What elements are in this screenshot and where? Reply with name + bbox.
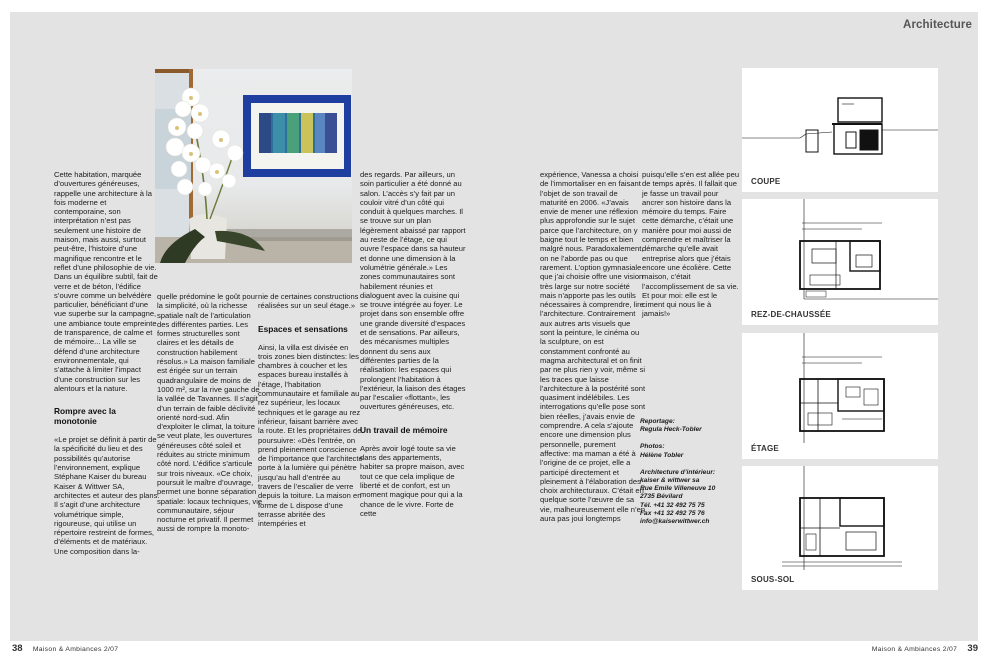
magazine-name: Maison & Ambiances 2/07	[871, 646, 958, 653]
body-paragraph: Ainsi, la villa est divisée en trois zones bien distinctes: les chambres à coucher et les espaces bureau installés à l’étage, l’habitation communautaire et familiale au rez supérieur, les locaux techniques et le garage au rez inférieur, faisant barrière avec la route. Et les propriétaires de poursuivre: «Dès l’entrée, on prend pleinement conscience de l’importance que l’architecte porte à la lumière qui pénètre jusqu’au hall d’entrée au travers de l’escalier de verre depuis la toiture. La maison en forme de L dispose d’une terrasse abritée des intempéries et	[258, 342, 363, 529]
interior-photo	[155, 69, 352, 263]
body-paragraph: «Le projet se définit à partir de la spécificité du lieu et des possibilités qu’autorise l’environnement, explique Stéphane Kaiser du bureau Kaiser & Wittwer SA, architectes et auteur des plans. Il s’agit d’une architecture volumétrique simple, rigoureuse, qui utilise un répertoire restreint de formes, d’éléments et de matériaux. Une composition dans la-	[54, 435, 160, 556]
credit-value: kaiser & wittwer sa	[640, 477, 700, 485]
credit-label: Architecture d’intérieur:	[640, 468, 716, 476]
credit-label: Reportage:	[640, 418, 675, 425]
floor-plan-drawing	[742, 466, 938, 590]
page-number: 39	[967, 643, 978, 654]
text-column-6	[642, 170, 740, 319]
credit-value: 2735 Bévilard	[640, 493, 683, 501]
plan-label: REZ-DE-CHAUSSÉE	[751, 310, 831, 319]
folio-left	[12, 643, 118, 654]
plan-etage	[742, 333, 938, 459]
section-drawing	[742, 68, 938, 192]
photo-illustration	[155, 69, 352, 263]
plan-label: COUPE	[751, 177, 781, 186]
credit-architect	[640, 469, 740, 526]
credit-value: Hélène Tobler	[640, 451, 684, 459]
credit-value: Rue Emile Villeneuve 10	[640, 485, 716, 493]
credit-email: info@kaiserwittwer.ch	[640, 518, 710, 526]
subheading: Rompre avec la monotonie	[54, 406, 116, 427]
body-paragraph: puisqu’elle s’en est allée peu de temps après. Il fallait que je fasse un travail pour ancrer son histoire dans la mémoire du temps. Faire cette démarche, c’était une manière pour moi aussi de comprendre et maîtriser la démarche qu’elle avait entreprise alors que j’étais encore une écolière. Cette maison, c’était l’accomplissement de sa vie. Et pour moi: elle est le ciment qui nous lie à jamais!»	[642, 170, 740, 319]
body-paragraph: quelle prédomine le goût pour la simplicité, où la richesse spatiale naît de l’articulation des différentes parties. Les formes structurelles sont claires et les détails de construction habilement résolus.» La maison familiale est érigée sur un terrain quadrangulaire de moins de 1000 m², sur la rive gauche de la vallée de Tavannes. Il s’agit d’un terrain de faible déclivité orienté nord-sud. Afin d’exploiter le climat, la toiture se veut plate, les ouvertures généreuses côté soleil et réduites au stricte minimum côté nord. L’édifice s’articule sur trois niveaux. «Ce choix, poursuit le maître d’ouvrage, permet une bonne séparation spatiale: locaux techniques, vie communautaire, séjour nocturne et privatif. Il permet aussi de rompre la monoto-	[157, 292, 263, 534]
plan-sous-sol	[742, 466, 938, 590]
subheading: Un travail de mémoire	[360, 424, 448, 435]
page-number: 38	[12, 643, 23, 654]
credit-photos	[640, 443, 740, 459]
body-paragraph: Après avoir logé toute sa vie dans des appartements, habiter sa propre maison, avec tout ce que cela implique de liberté et de confort, est un moment magique pour qui a la chance de le vivre. Forte de cette	[360, 443, 465, 518]
body-paragraph: expérience, Vanessa a choisi de l’immortaliser en en faisant l’objet de son travail de maturité en 2006. «J’avais envie de mener une réflexion plus approfondie sur le sujet parce que l’architecture, on y baigne tout le temps et bien malgré nous. Paradoxalement, on ne l’aborde pas ou que rarement. L’option gymnasiale que j’ai choisie offre une vision très large sur notre société mais n’apporte pas les outils nécessaires à comprendre, lire l’architecture. Contrairement aux autres arts visuels que sont la peinture, le cinéma ou la sculpture, on est constamment confronté au magma architectural et on finit par ne plus rien y voir, même si les traces que laisse l’architecture à la postérité sont quasiment indélébiles. Les interrogations qu’elle pose sont bien réelles, j’avais envie de comprendre. A cela s’ajoute encore une dimension plus personnelle, purement affective: ma maman a été à l’origine de ce projet, elle a participé directement et pleinement à l’élaboration des choix architecturaux. C’était en quelque sorte l’œuvre de sa vie, malheureusement elle n’en aura pas joui longtemps	[540, 170, 646, 523]
subheading: Espaces et sensations	[258, 323, 348, 334]
credit-value: Regula Heck-Tobler	[640, 426, 702, 434]
credit-label: Photos:	[640, 443, 665, 451]
body-paragraph: Cette habitation, marquée d’ouvertures généreuses, rappelle une architecture à la fois moderne et contemporaine, son interprétation n’est pas seulement une histoire de maison, mais aussi, surtout peut-être, l’histoire d’une magnifique rencontre et le reflet d’une philosophie de vie. Dans un équilibre subtil, fait de verre et de béton, l’édifice s’ouvre comme un belvédère particulier, bénéficiant d’une vue superbe sur la campagne, une ambiance toute empreinte de transparence, de calme et de mémoire... La ville se défend d’une architecture environnementale, qui s’attache à limiter l’impact d’une construction sur les alentours et la nature.	[54, 170, 158, 393]
magazine-name: Maison & Ambiances 2/07	[32, 646, 119, 653]
text-column-3	[258, 292, 364, 529]
credits-block	[640, 418, 740, 535]
body-paragraph: des regards. Par ailleurs, un soin particulier a été donné au salon. L’accès s’y fait par un couloir vitré d’un côté qui conduit à quelques marches. Il se trouve sur un plan légèrement abaissé par rapport au reste de l’étage, ce qui ouvre l’espace dans sa hauteur et donne une dimension à la volumétrie générale.» Les zones communautaires sont habilement réunies et dialoguent avec la cuisine qui se trouve intégrée au foyer. Le projet dans son ensemble offre une grande diversité d’espaces et de sensations. Par ailleurs, des mécanismes multiples donnent du sens aux différentes parties de la réalisation: les espaces qui prolongent l’habitation à l’extérieur, la liaison des étages par l’escalier «flottant», les ouvertures généreuses, etc.	[360, 170, 466, 412]
body-paragraph: nie de certaines constructions réalisées sur un seul étage.»	[258, 292, 359, 311]
text-column-1	[54, 170, 160, 556]
credit-reportage	[640, 418, 740, 434]
floor-plan-drawing	[742, 199, 938, 325]
credit-value: Fax +41 32 492 75 76	[640, 509, 705, 517]
text-column-2	[157, 292, 263, 534]
section-title: Architecture	[903, 19, 972, 31]
credit-value: Tél. +41 32 492 75 75	[640, 501, 705, 509]
text-column-5	[540, 170, 646, 523]
folio-right	[872, 643, 978, 654]
plan-label: ÉTAGE	[751, 444, 779, 453]
text-column-4	[360, 170, 466, 518]
plan-rez-de-chaussee	[742, 199, 938, 325]
plan-coupe	[742, 68, 938, 192]
floor-plan-drawing	[742, 333, 938, 459]
plan-label: SOUS-SOL	[751, 575, 795, 584]
